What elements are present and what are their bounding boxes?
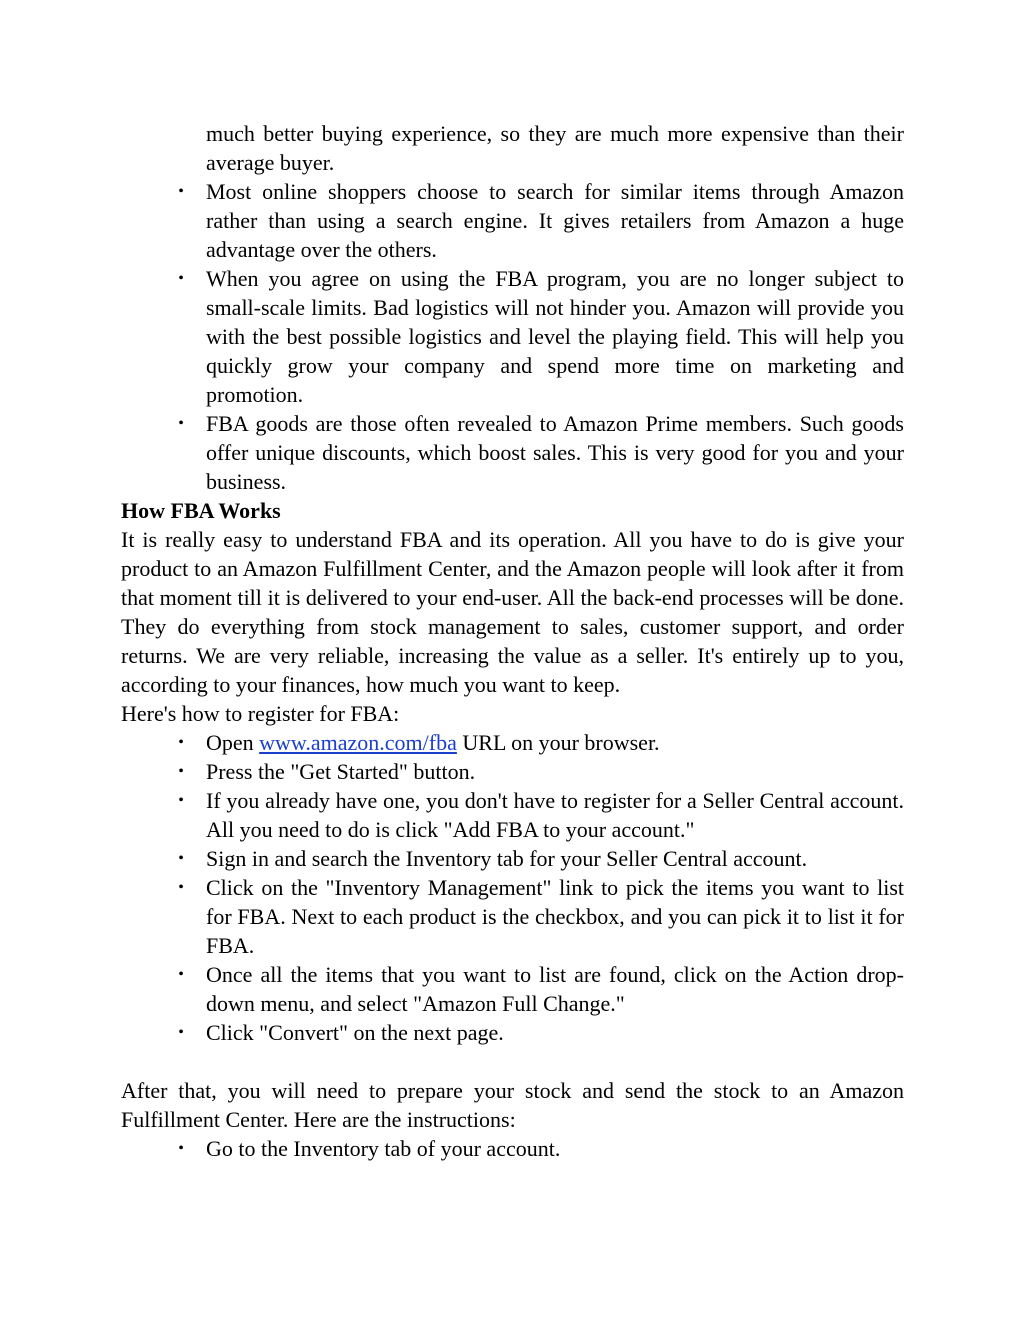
register-steps-list (121, 728, 904, 1047)
list-item-text: Sign in and search the Inventory tab for your Seller Central account. (206, 846, 808, 871)
bullet-icon: • (178, 270, 184, 287)
list-item-text: FBA goods are those often revealed to Amazon Prime members. Such goods offer unique discounts, which boost sales. This is very good for you and your business. (206, 411, 904, 494)
list-item-text: much better buying experience, so they are much more expensive than their average buyer. (206, 121, 904, 175)
bullet-icon: • (178, 763, 184, 780)
after-paragraph: After that, you will need to prepare your stock and send the stock to an Amazon Fulfillment Center. Here are the instructions: (121, 1078, 904, 1132)
bullet-icon: • (178, 879, 184, 896)
shipping-steps-list (121, 1134, 904, 1163)
list-item (121, 177, 904, 264)
list-item (121, 1134, 904, 1163)
step-prefix: Open (206, 730, 260, 755)
list-item-text: Most online shoppers choose to search for similar items through Amazon rather than using a search engine. It gives retailers from Amazon a huge advantage over the others. (206, 179, 904, 262)
blank-line (121, 1047, 904, 1076)
register-lead: Here's how to register for FBA: (121, 701, 400, 726)
section-intro-paragraph: It is really easy to understand FBA and its operation. All you have to do is give your product to an Amazon Fulfillment Center, and the Amazon people will look after it from that moment till it is delivered to your end-user. All the back-end processes will be done. They do everything from stock management to sales, customer support, and order returns. We are very reliable, increasing the value as a seller. It's entirely up to you, according to your finances, how much you want to keep. (121, 527, 904, 697)
step-suffix: URL on your browser. (456, 730, 660, 755)
list-item (121, 873, 904, 960)
list-item (121, 960, 904, 1018)
list-item-text: Go to the Inventory tab of your account. (206, 1136, 561, 1161)
document-page (121, 119, 904, 1163)
bullet-icon: • (178, 415, 184, 432)
bullet-icon: • (178, 183, 184, 200)
fba-url-link[interactable]: www.amazon.com/fba (259, 730, 457, 755)
bullet-icon: • (178, 734, 184, 751)
list-item-text: When you agree on using the FBA program, you are no longer subject to small-scale limits. Bad logistics will not hinder you. Amazon will provide you with the best possible logistics and level the playing field. This will help you quickly grow your company and spend more time on marketing and promotion. (206, 266, 904, 407)
advantages-list (121, 119, 904, 496)
list-item (121, 786, 904, 844)
list-item (121, 757, 904, 786)
list-item (121, 264, 904, 409)
list-item-text: Click "Convert" on the next page. (206, 1020, 504, 1045)
section-heading: How FBA Works (121, 498, 281, 523)
list-item (121, 728, 904, 757)
list-item (121, 1018, 904, 1047)
list-item-text: Once all the items that you want to list are found, click on the Action drop-down menu, and select "Amazon Full Change." (206, 962, 904, 1016)
list-item-text: Press the "Get Started" button. (206, 759, 476, 784)
bullet-icon: • (178, 792, 184, 809)
list-item (121, 844, 904, 873)
list-item-continued (121, 119, 904, 177)
list-item (121, 409, 904, 496)
bullet-icon: • (178, 966, 184, 983)
bullet-icon: • (178, 850, 184, 867)
bullet-icon: • (178, 1024, 184, 1041)
list-item-text: Click on the "Inventory Management" link to pick the items you want to list for FBA. Next to each product is the checkbox, and you can pick it to list it for FBA. (206, 875, 904, 958)
list-item-text: If you already have one, you don't have to register for a Seller Central account. All you need to do is click "Add FBA to your account." (206, 788, 904, 842)
bullet-icon: • (178, 1140, 184, 1157)
